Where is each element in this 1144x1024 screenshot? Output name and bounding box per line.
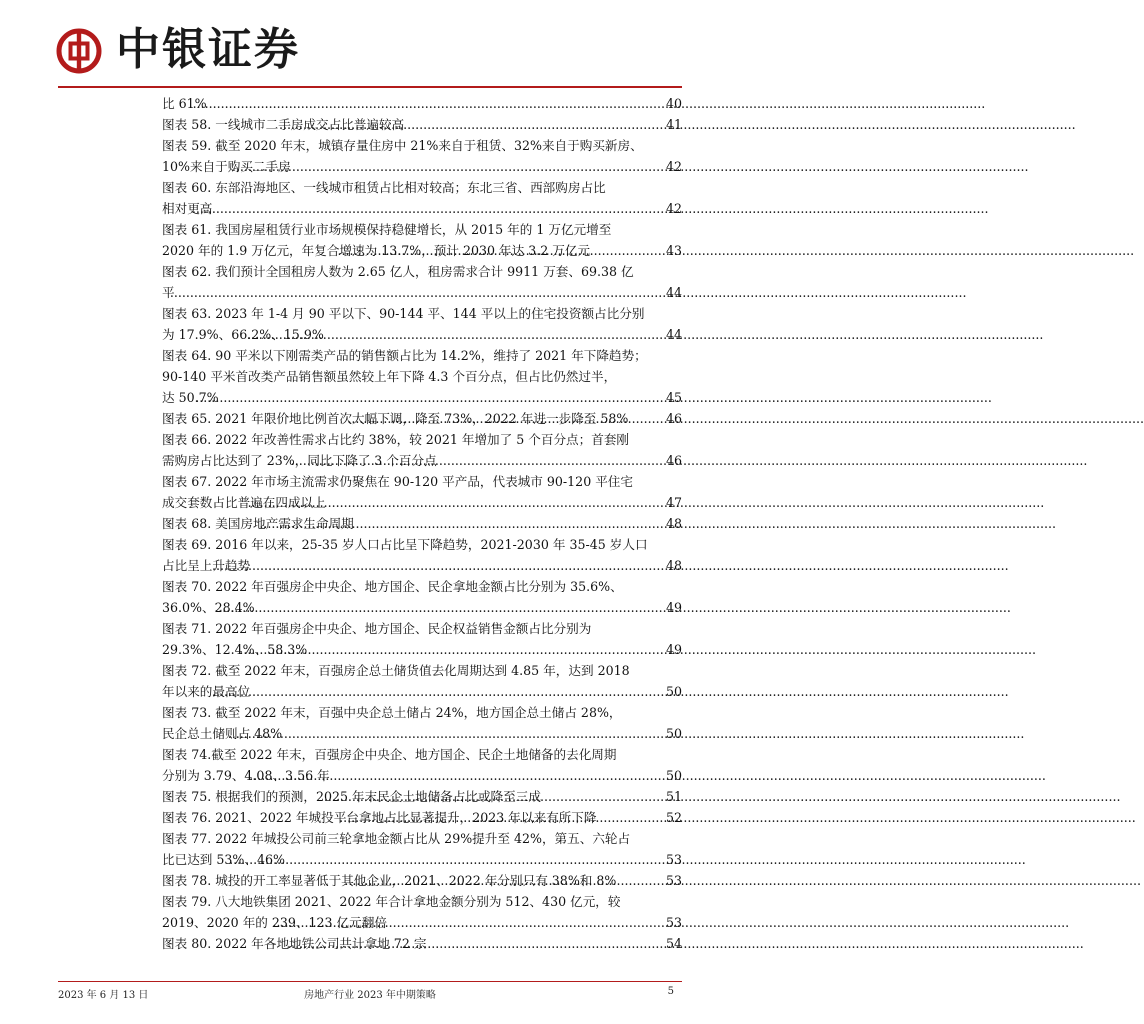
toc-entry[interactable] [162, 618, 682, 660]
toc-entry-text: 29.3%、12.4%、58.3% [162, 642, 308, 657]
toc-entry-text: 成交套数占比普遍在四成以上 [162, 495, 326, 510]
toc-entry[interactable] [162, 135, 682, 177]
toc-page-number: 52 [665, 810, 682, 825]
dot-leader [347, 408, 664, 429]
toc-entry[interactable] [162, 576, 682, 618]
page-footer [58, 986, 682, 1002]
toc-entry-text: 达 50.7% [162, 390, 219, 405]
toc-entry-text: 图表 77. 2022 年城投公司前三轮拿地金额占比从 29%提升至 42%，第五、六轮占 [162, 831, 631, 846]
toc-entry[interactable] [162, 114, 682, 135]
toc-entry[interactable] [162, 933, 682, 954]
toc-page-number: 48 [665, 558, 682, 573]
toc-entry[interactable] [162, 219, 682, 261]
toc-entry-text: 图表 67. 2022 年市场主流需求仍聚焦在 90-120 平产品，代表城市 90-120 平住宅 [162, 474, 633, 489]
dot-leader [279, 114, 664, 135]
toc-entry-text: 图表 73. 截至 2022 年末，百强中央企总土储占 24%，地方国企总土储占 28%， [162, 705, 622, 720]
toc-page-number: 45 [665, 390, 682, 405]
report-title: 房地产行业 2023 年中期策略 [304, 990, 436, 1001]
toc-entry[interactable] [162, 429, 682, 471]
toc-entry-text: 图表 72. 截至 2022 年末，百强房企总土储货值去化周期达到 4.85 年，达到 2018 [162, 663, 630, 678]
toc-entry[interactable] [162, 513, 682, 534]
toc-entry-text: 图表 66. 2022 年改善性需求占比约 38%，较 2021 年增加了 5 个百分点；首套刚 [162, 432, 630, 447]
toc-entry-text: 图表 78. 城投的开工率显著低于其他企业，2021、2022 年分别只有 38%和 8% [162, 873, 617, 888]
dot-leader [192, 198, 664, 219]
dot-leader [214, 597, 664, 618]
dot-leader [212, 681, 664, 702]
toc-entry-text: 为 17.9%、66.2%、15.9% [162, 327, 324, 342]
toc-page-number: 48 [665, 516, 682, 531]
toc-entry-text: 平 [162, 285, 175, 300]
toc-page-number: 42 [665, 159, 682, 174]
toc-page-number: 54 [665, 936, 682, 951]
toc-entry-text: 图表 74.截至 2022 年末，百强房企中央企、地方国企、民企土地储备的去化周期 [162, 747, 617, 762]
toc-entry[interactable] [162, 303, 682, 345]
toc-page-number: 50 [665, 768, 682, 783]
dot-leader [229, 849, 664, 870]
toc-entry-text: 需购房占比达到了 23%，同比下降了 3 个百分点 [162, 453, 437, 468]
toc-entry-text: 图表 68. 美国房地产需求生命周期 [162, 516, 354, 531]
toc-entry-text: 图表 65. 2021 年限价地比例首次大幅下调，降至 73%，2022 年进一步降至 58% [162, 411, 629, 426]
toc-entry-text: 图表 79. 八大地铁集团 2021、2022 年合计拿地金额分别为 512、430 亿元，较 [162, 894, 621, 909]
dot-leader [170, 282, 664, 303]
dot-leader [212, 555, 664, 576]
toc-entry-text: 图表 59. 截至 2020 年末，城镇存量住房中 21%来自于租赁、32%来自于购买新房、 [162, 138, 643, 153]
toc-page-number: 53 [665, 915, 682, 930]
toc-page-number: 41 [665, 117, 682, 132]
dot-leader [249, 765, 664, 786]
toc-entry-text: 图表 76. 2021、2022 年城投平台拿地占比显著提升，2023 年以来有所下降 [162, 810, 597, 825]
toc-entry-text: 图表 75. 根据我们的预测，2025 年末民企土地储备占比或降至三成 [162, 789, 541, 804]
toc-entry-text: 2020 年的 1.9 万亿元，年复合增速为 13.7%，预计 2030 年达 3.2 万亿元 [162, 243, 591, 258]
toc-entry[interactable] [162, 891, 682, 933]
toc-entry[interactable] [162, 870, 682, 891]
toc-entry[interactable] [162, 471, 682, 513]
toc-page-number: 47 [665, 495, 682, 510]
toc-page-number: 43 [665, 243, 682, 258]
report-date: 2023 年 6 月 13 日 [58, 990, 149, 1001]
dot-leader [239, 639, 664, 660]
toc-entry-text: 图表 69. 2016 年以来，25-35 岁人口占比呈下降趋势，2021-2030 年 35-45 岁人口 [162, 537, 648, 552]
toc-entry-text: 36.0%、28.4% [162, 600, 255, 615]
toc-entry-text: 图表 60. 东部沿海地区、一线城市租赁占比相对较高；东北三省、西部购房占比 [162, 180, 606, 195]
toc-entry-text: 民企总土储则占 48% [162, 726, 283, 741]
footer-divider [58, 981, 682, 982]
toc-entry-text: 图表 62. 我们预计全国租房人数为 2.65 亿人，租房需求合计 9911 万套、69.38 亿 [162, 264, 634, 279]
dot-leader [339, 807, 664, 828]
toc-entry[interactable] [162, 744, 682, 786]
toc-page-number: 44 [665, 285, 682, 300]
toc-entry[interactable] [162, 177, 682, 219]
toc-page-number: 40 [665, 96, 682, 111]
toc-page-number: 53 [665, 852, 682, 867]
header-divider [58, 86, 682, 88]
toc-page-number: 46 [665, 453, 682, 468]
toc-entry-text: 比 61% [162, 96, 207, 111]
bank-of-china-logo-icon [56, 28, 102, 74]
toc-page-number: 50 [665, 726, 682, 741]
toc-page-number: 49 [665, 642, 682, 657]
toc-entry-text: 图表 64. 90 平米以下刚需类产品的销售额占比为 14.2%，维持了 2021 年下降趋势； [162, 348, 647, 363]
toc-page-number: 42 [665, 201, 682, 216]
dot-leader [232, 156, 664, 177]
toc-page-number: 51 [665, 789, 682, 804]
toc-entry-text: 相对更高 [162, 201, 213, 216]
toc-page-number: 46 [665, 411, 682, 426]
toc-entry[interactable] [162, 786, 682, 807]
toc-page-number: 50 [665, 684, 682, 699]
dot-leader [248, 492, 664, 513]
dot-leader [344, 870, 664, 891]
toc-entry-text: 图表 71. 2022 年百强房企中央企、地方国企、民企权益销售金额占比分别为 [162, 621, 592, 636]
toc-entry[interactable] [162, 261, 682, 303]
dot-leader [337, 240, 664, 261]
toc-entry-text: 图表 80. 2022 年各地地铁公司共计拿地 72 宗 [162, 936, 427, 951]
dot-leader [195, 387, 664, 408]
toc-entry-text: 占比呈上升趋势 [162, 558, 251, 573]
toc-entry-text: 图表 63. 2023 年 1-4 月 90 平以下、90-144 平、144 平以上的住宅投资额占比分别 [162, 306, 645, 321]
dot-leader [273, 912, 664, 933]
toc-entry[interactable] [162, 408, 682, 429]
toc-page-number: 44 [665, 327, 682, 342]
toc-entry-text: 分别为 3.79、4.08、3.56 年 [162, 768, 330, 783]
toc-entry-text: 10%来自于购买二手房 [162, 159, 291, 174]
toc-entry-text: 图表 58. 一线城市二手房成交占比普遍较高 [162, 117, 405, 132]
toc-entry-text: 比已达到 53%、46% [162, 852, 285, 867]
dot-leader [324, 786, 664, 807]
toc-entry[interactable] [162, 702, 682, 744]
toc-entry[interactable] [162, 345, 682, 408]
toc-entry[interactable] [162, 534, 682, 576]
dot-leader [228, 723, 664, 744]
toc-entry[interactable] [162, 93, 682, 114]
brand-name: 中银证券 [116, 24, 300, 75]
toc-entry-text: 90-140 平米首改类产品销售额虽然较上年下降 4.3 个百分点，但占比仍然过半， [162, 369, 617, 384]
toc-entry[interactable] [162, 828, 682, 870]
toc-entry-text: 2019、2020 年的 239、123 亿元翻倍 [162, 915, 387, 930]
dot-leader [247, 324, 664, 345]
toc-entry-text: 图表 61. 我国房屋租赁行业市场规模保持稳健增长，从 2015 年的 1 万亿元增至 [162, 222, 612, 237]
toc-page-number: 53 [665, 873, 682, 888]
toc-page-number: 49 [665, 600, 682, 615]
dot-leader [259, 513, 664, 534]
toc-entry[interactable] [162, 660, 682, 702]
page-number: 5 [667, 986, 674, 997]
figure-list [162, 93, 682, 954]
dot-leader [189, 93, 664, 114]
dot-leader [287, 933, 664, 954]
dot-leader [291, 450, 664, 471]
report-header [0, 0, 724, 88]
toc-entry-text: 年以来的最高位 [162, 684, 251, 699]
toc-entry-text: 图表 70. 2022 年百强房企中央企、地方国企、民企拿地金额占比分别为 35.6%、 [162, 579, 623, 594]
toc-entry[interactable] [162, 807, 682, 828]
